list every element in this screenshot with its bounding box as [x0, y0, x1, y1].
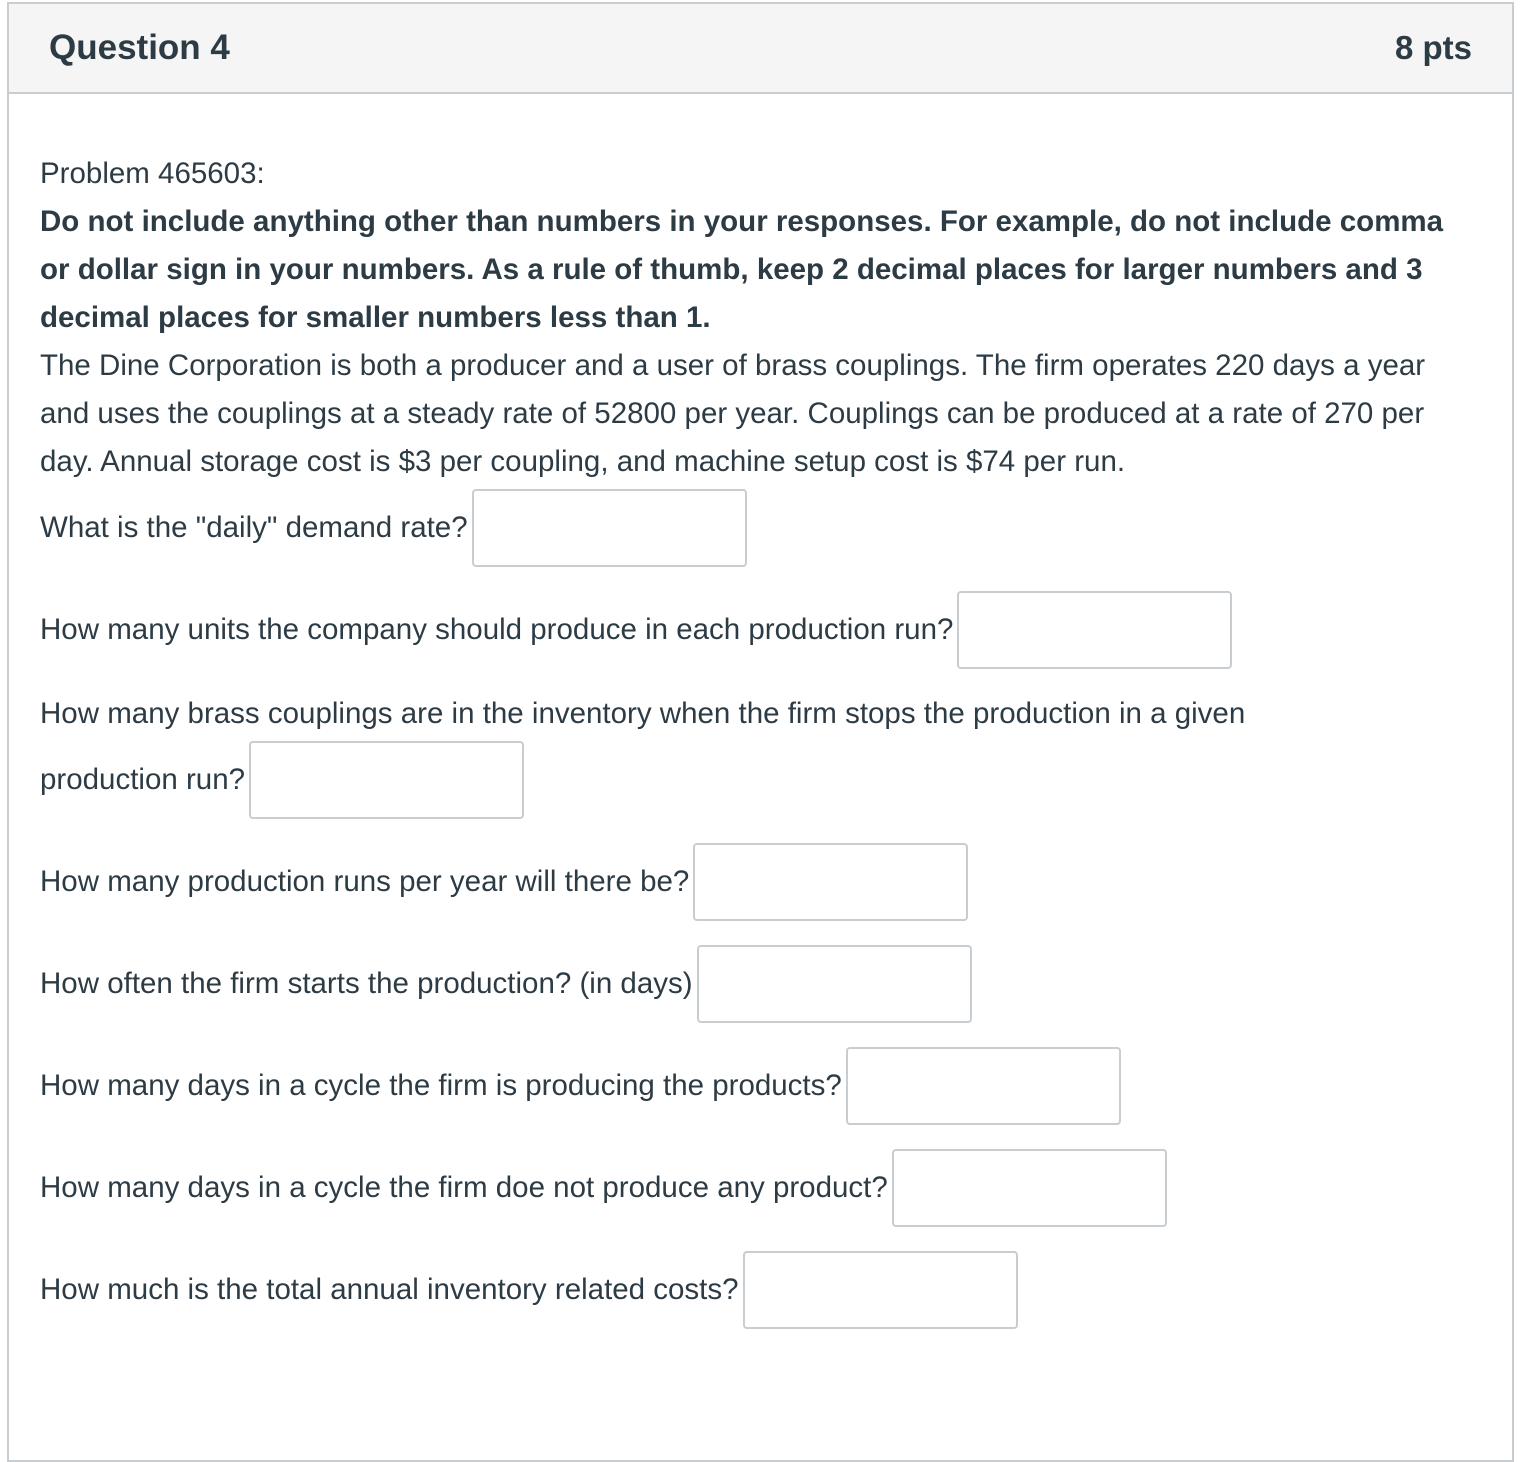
question-runs-per-year — [40, 843, 968, 921]
question-label-line2: production run? — [40, 763, 246, 796]
question-production-days — [40, 1047, 1121, 1125]
answer-input-cycle-time[interactable] — [697, 945, 972, 1023]
problem-id: Problem 465603: — [40, 157, 265, 190]
answer-input-idle-days[interactable] — [892, 1149, 1167, 1227]
question-units-per-run — [40, 591, 1232, 669]
answer-input-units-per-run[interactable] — [957, 591, 1232, 669]
question-inventory-at-stop — [40, 690, 1470, 738]
question-label: What is the "daily" demand rate? — [40, 511, 468, 544]
question-total-cost — [40, 1251, 1018, 1329]
answer-input-runs-per-year[interactable] — [693, 843, 968, 921]
instructions-text: Do not include anything other than numbers in your responses. For example, do not include comma or dollar sign in your numbers. As a rule of thumb, keep 2 decimal places for larger numbers and 3 decimal places for smaller numbers less than 1. — [40, 205, 1444, 334]
question-label: How many days in a cycle the firm doe not produce any product? — [40, 1171, 888, 1204]
answer-input-daily-demand[interactable] — [472, 489, 747, 567]
answer-input-total-cost[interactable] — [743, 1251, 1018, 1329]
answer-input-inventory-at-stop[interactable] — [249, 741, 524, 819]
question-label-line1: How many brass couplings are in the inventory when the firm stops the production in a given — [40, 697, 1246, 730]
question-body — [40, 150, 1470, 486]
scenario-text: The Dine Corporation is both a producer and a user of brass couplings. The firm operates 220 days a year and uses the couplings at a steady rate of 52800 per year. Couplings can be produced at a rate of 270 per day. Annual storage cost is $3 per coupling, and machine setup cost is $74 per run. — [40, 349, 1426, 478]
question-label: How many days in a cycle the firm is producing the products? — [40, 1069, 842, 1102]
question-label: How often the firm starts the production? (in days) — [40, 967, 693, 1000]
question-daily-demand — [40, 489, 747, 567]
question-points: 8 pts — [1394, 29, 1472, 66]
question-label: How many units the company should produce in each production run? — [40, 613, 954, 646]
question-cycle-time — [40, 945, 972, 1023]
question-inventory-at-stop-line2 — [40, 741, 524, 819]
question-header — [9, 4, 1512, 94]
answer-input-production-days[interactable] — [846, 1047, 1121, 1125]
question-label: How many production runs per year will there be? — [40, 865, 690, 898]
question-label: How much is the total annual inventory related costs? — [40, 1273, 739, 1306]
question-idle-days — [40, 1149, 1167, 1227]
question-title: Question 4 — [49, 28, 230, 67]
